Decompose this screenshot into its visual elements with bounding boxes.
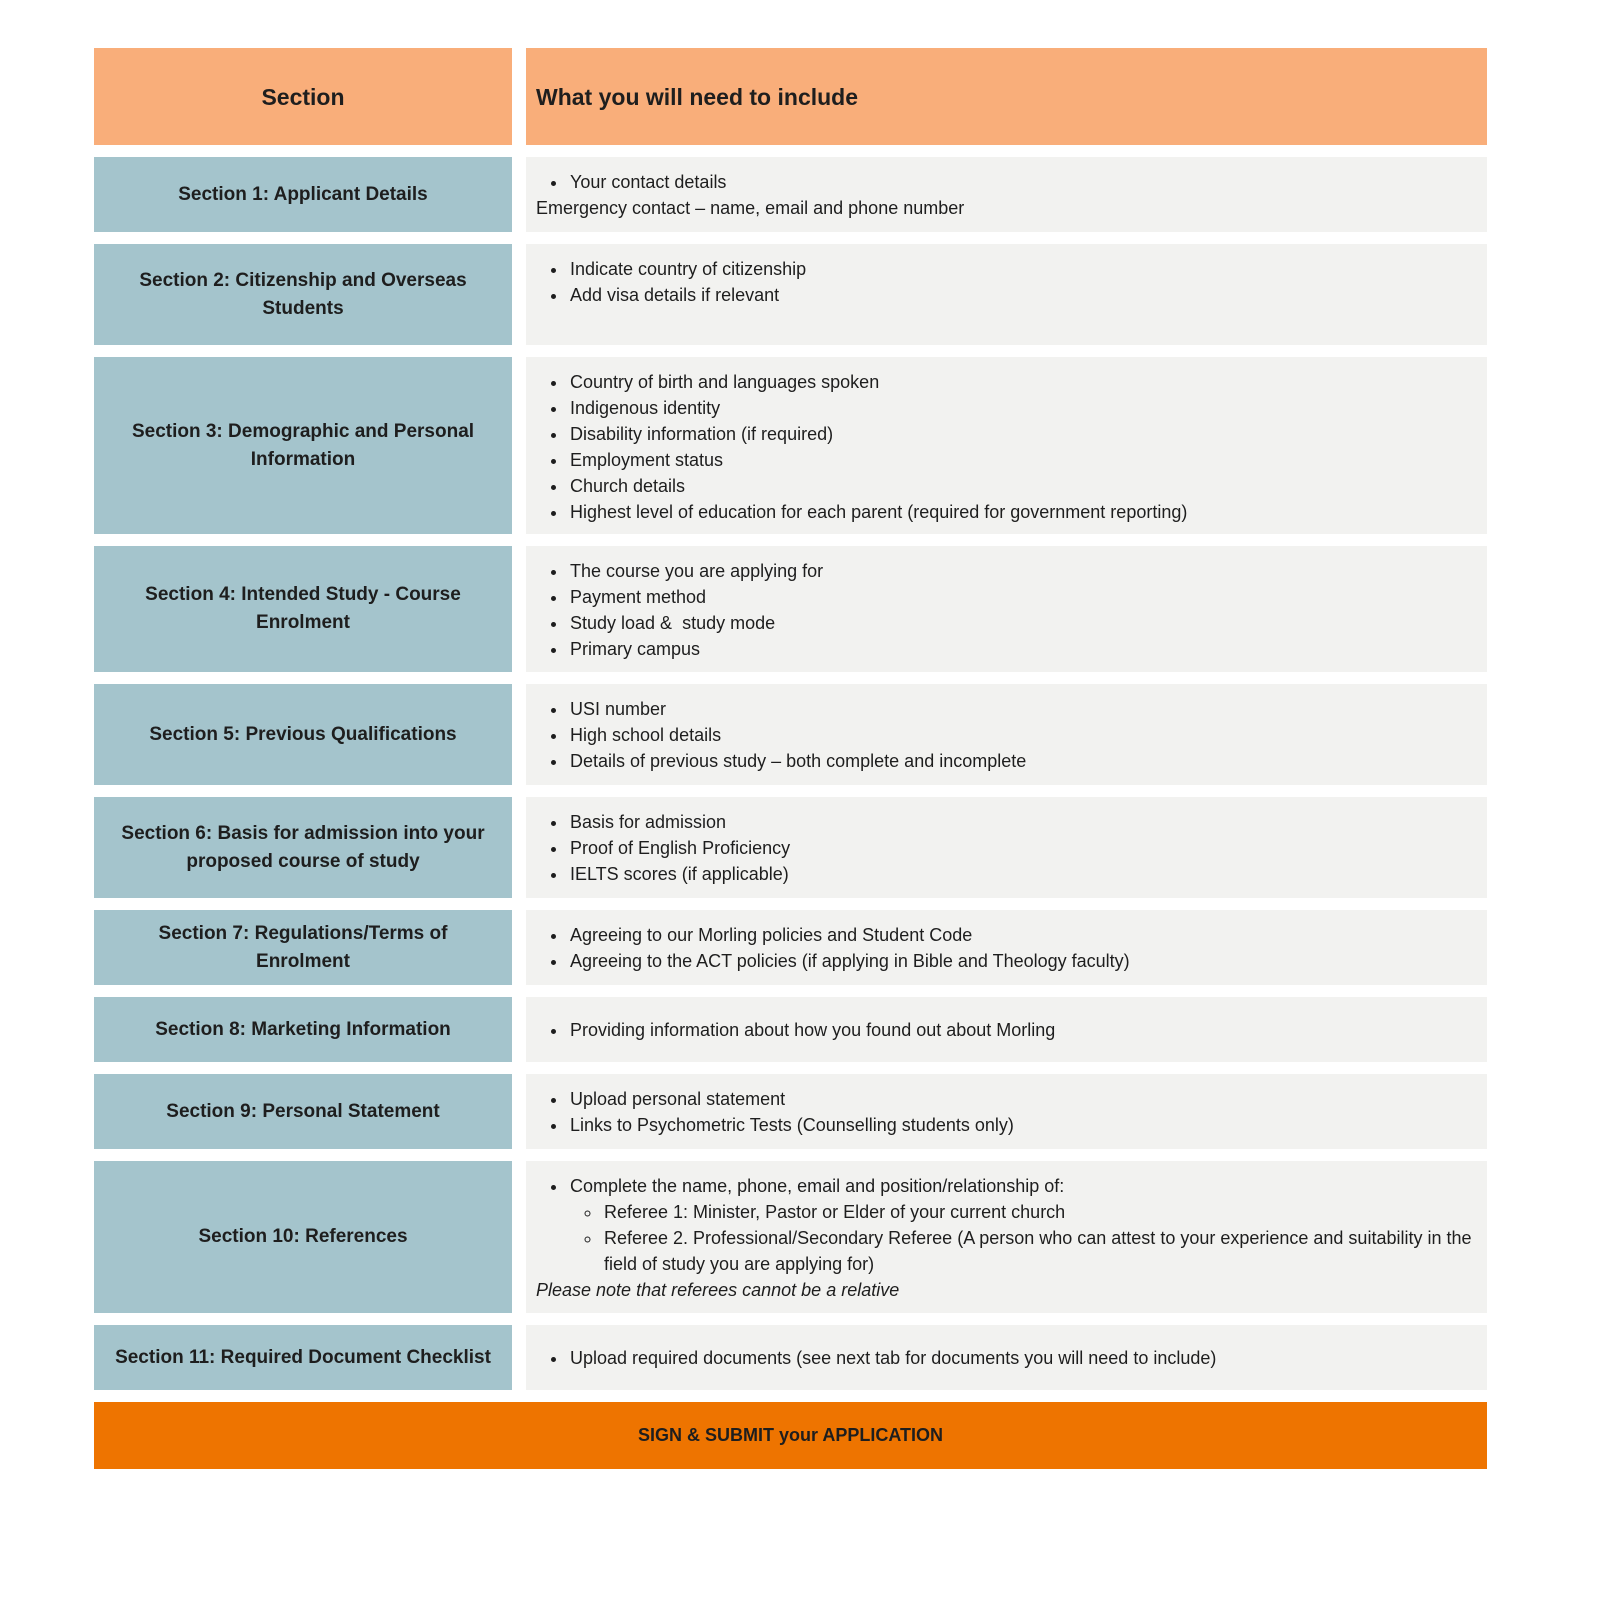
- section-content: [526, 244, 1487, 345]
- section-title: Section 10: References: [94, 1161, 512, 1313]
- table-row-section-5: [94, 684, 1487, 785]
- list-item: • Agreeing to the ACT policies (if applying in Bible and Theology faculty): [568, 948, 1477, 974]
- section-content: [526, 1325, 1487, 1390]
- emergency-contact-text: Emergency contact – name, email and phone number: [536, 198, 965, 218]
- list-item: • High school details: [568, 722, 1477, 748]
- list-item: • Upload personal statement: [568, 1086, 1477, 1112]
- list-item: • Basis for admission: [568, 809, 1477, 835]
- table-row-section-1: [94, 157, 1487, 232]
- section-content: [526, 157, 1487, 232]
- references-instruction: Complete the name, phone, email and position/relationship of:: [570, 1176, 1065, 1196]
- referee-note: Please note that referees cannot be a relative: [536, 1280, 900, 1300]
- section-content: [526, 1074, 1487, 1149]
- referee-item: ◦ Referee 2. Professional/Secondary Referee (A person who can attest to your experience and suitability in the field of study you are applying for): [602, 1225, 1477, 1277]
- requirement-list: [536, 1086, 1477, 1138]
- table-row-section-8: [94, 997, 1487, 1062]
- list-item: • Indicate country of citizenship: [568, 256, 1477, 282]
- list-item: • The course you are applying for: [568, 558, 1477, 584]
- table-row-section-7: [94, 910, 1487, 985]
- section-content: [526, 797, 1487, 898]
- section-title: Section 1: Applicant Details: [94, 157, 512, 232]
- sign-submit-banner: SIGN & SUBMIT your APPLICATION: [94, 1402, 1487, 1469]
- list-item: • Indigenous identity: [568, 395, 1477, 421]
- section-content: [526, 357, 1487, 534]
- list-item: • Agreeing to our Morling policies and Student Code: [568, 922, 1477, 948]
- table-header-row: [94, 48, 1487, 145]
- table-row-section-2: [94, 244, 1487, 345]
- section-title: Section 11: Required Document Checklist: [94, 1325, 512, 1390]
- table-row-section-9: [94, 1074, 1487, 1149]
- section-content: [526, 997, 1487, 1062]
- application-sections-table: [94, 48, 1487, 1469]
- requirement-list: [536, 169, 1477, 195]
- requirement-list: [536, 256, 1477, 308]
- list-item: • Disability information (if required): [568, 421, 1477, 447]
- section-title: Section 9: Personal Statement: [94, 1074, 512, 1149]
- list-item: • Add visa details if relevant: [568, 282, 1477, 308]
- list-item: • Country of birth and languages spoken: [568, 369, 1477, 395]
- requirement-list: [536, 1345, 1216, 1371]
- table-row-section-6: [94, 797, 1487, 898]
- list-item: • Highest level of education for each parent (required for government reporting): [568, 499, 1477, 525]
- requirement-list: [536, 809, 1477, 887]
- section-content: [526, 910, 1487, 985]
- section-title: Section 8: Marketing Information: [94, 997, 512, 1062]
- requirement-list: [536, 922, 1477, 974]
- section-title: Section 7: Regulations/Terms of Enrolment: [94, 910, 512, 985]
- list-item: • Study load & study mode: [568, 610, 1477, 636]
- table-row-section-3: [94, 357, 1487, 534]
- section-content: [526, 1161, 1487, 1313]
- section-title: Section 4: Intended Study - Course Enrolment: [94, 546, 512, 672]
- header-section-cell: Section: [94, 48, 512, 145]
- section-title: Section 6: Basis for admission into your proposed course of study: [94, 797, 512, 898]
- table-row-section-11: [94, 1325, 1487, 1390]
- section-title: Section 3: Demographic and Personal Information: [94, 357, 512, 534]
- list-item: • Primary campus: [568, 636, 1477, 662]
- list-item: • Links to Psychometric Tests (Counselling students only): [568, 1112, 1477, 1138]
- section-title: Section 5: Previous Qualifications: [94, 684, 512, 785]
- list-item: • Your contact details: [568, 169, 1477, 195]
- list-item: • Providing information about how you found out about Morling: [568, 1017, 1055, 1043]
- requirement-list: [536, 369, 1477, 525]
- section-title: Section 2: Citizenship and Overseas Students: [94, 244, 512, 345]
- table-row-section-10: [94, 1161, 1487, 1313]
- requirement-list: [536, 1017, 1055, 1043]
- header-include-cell: What you will need to include: [526, 48, 1487, 145]
- requirement-list: [536, 696, 1477, 774]
- list-item: [568, 1173, 1477, 1277]
- section-content: [526, 684, 1487, 785]
- list-item: • Church details: [568, 473, 1477, 499]
- requirement-list: [536, 1173, 1477, 1277]
- table-row-section-4: [94, 546, 1487, 672]
- list-item: • IELTS scores (if applicable): [568, 861, 1477, 887]
- requirement-list: [536, 558, 1477, 662]
- list-item: • Details of previous study – both complete and incomplete: [568, 748, 1477, 774]
- list-item: • Proof of English Proficiency: [568, 835, 1477, 861]
- list-item: • Upload required documents (see next tab for documents you will need to include): [568, 1345, 1216, 1371]
- section-content: [526, 546, 1487, 672]
- referee-item: ◦ Referee 1: Minister, Pastor or Elder of your current church: [602, 1199, 1477, 1225]
- list-item: • USI number: [568, 696, 1477, 722]
- list-item: • Payment method: [568, 584, 1477, 610]
- list-item: • Employment status: [568, 447, 1477, 473]
- referee-list: [570, 1199, 1477, 1277]
